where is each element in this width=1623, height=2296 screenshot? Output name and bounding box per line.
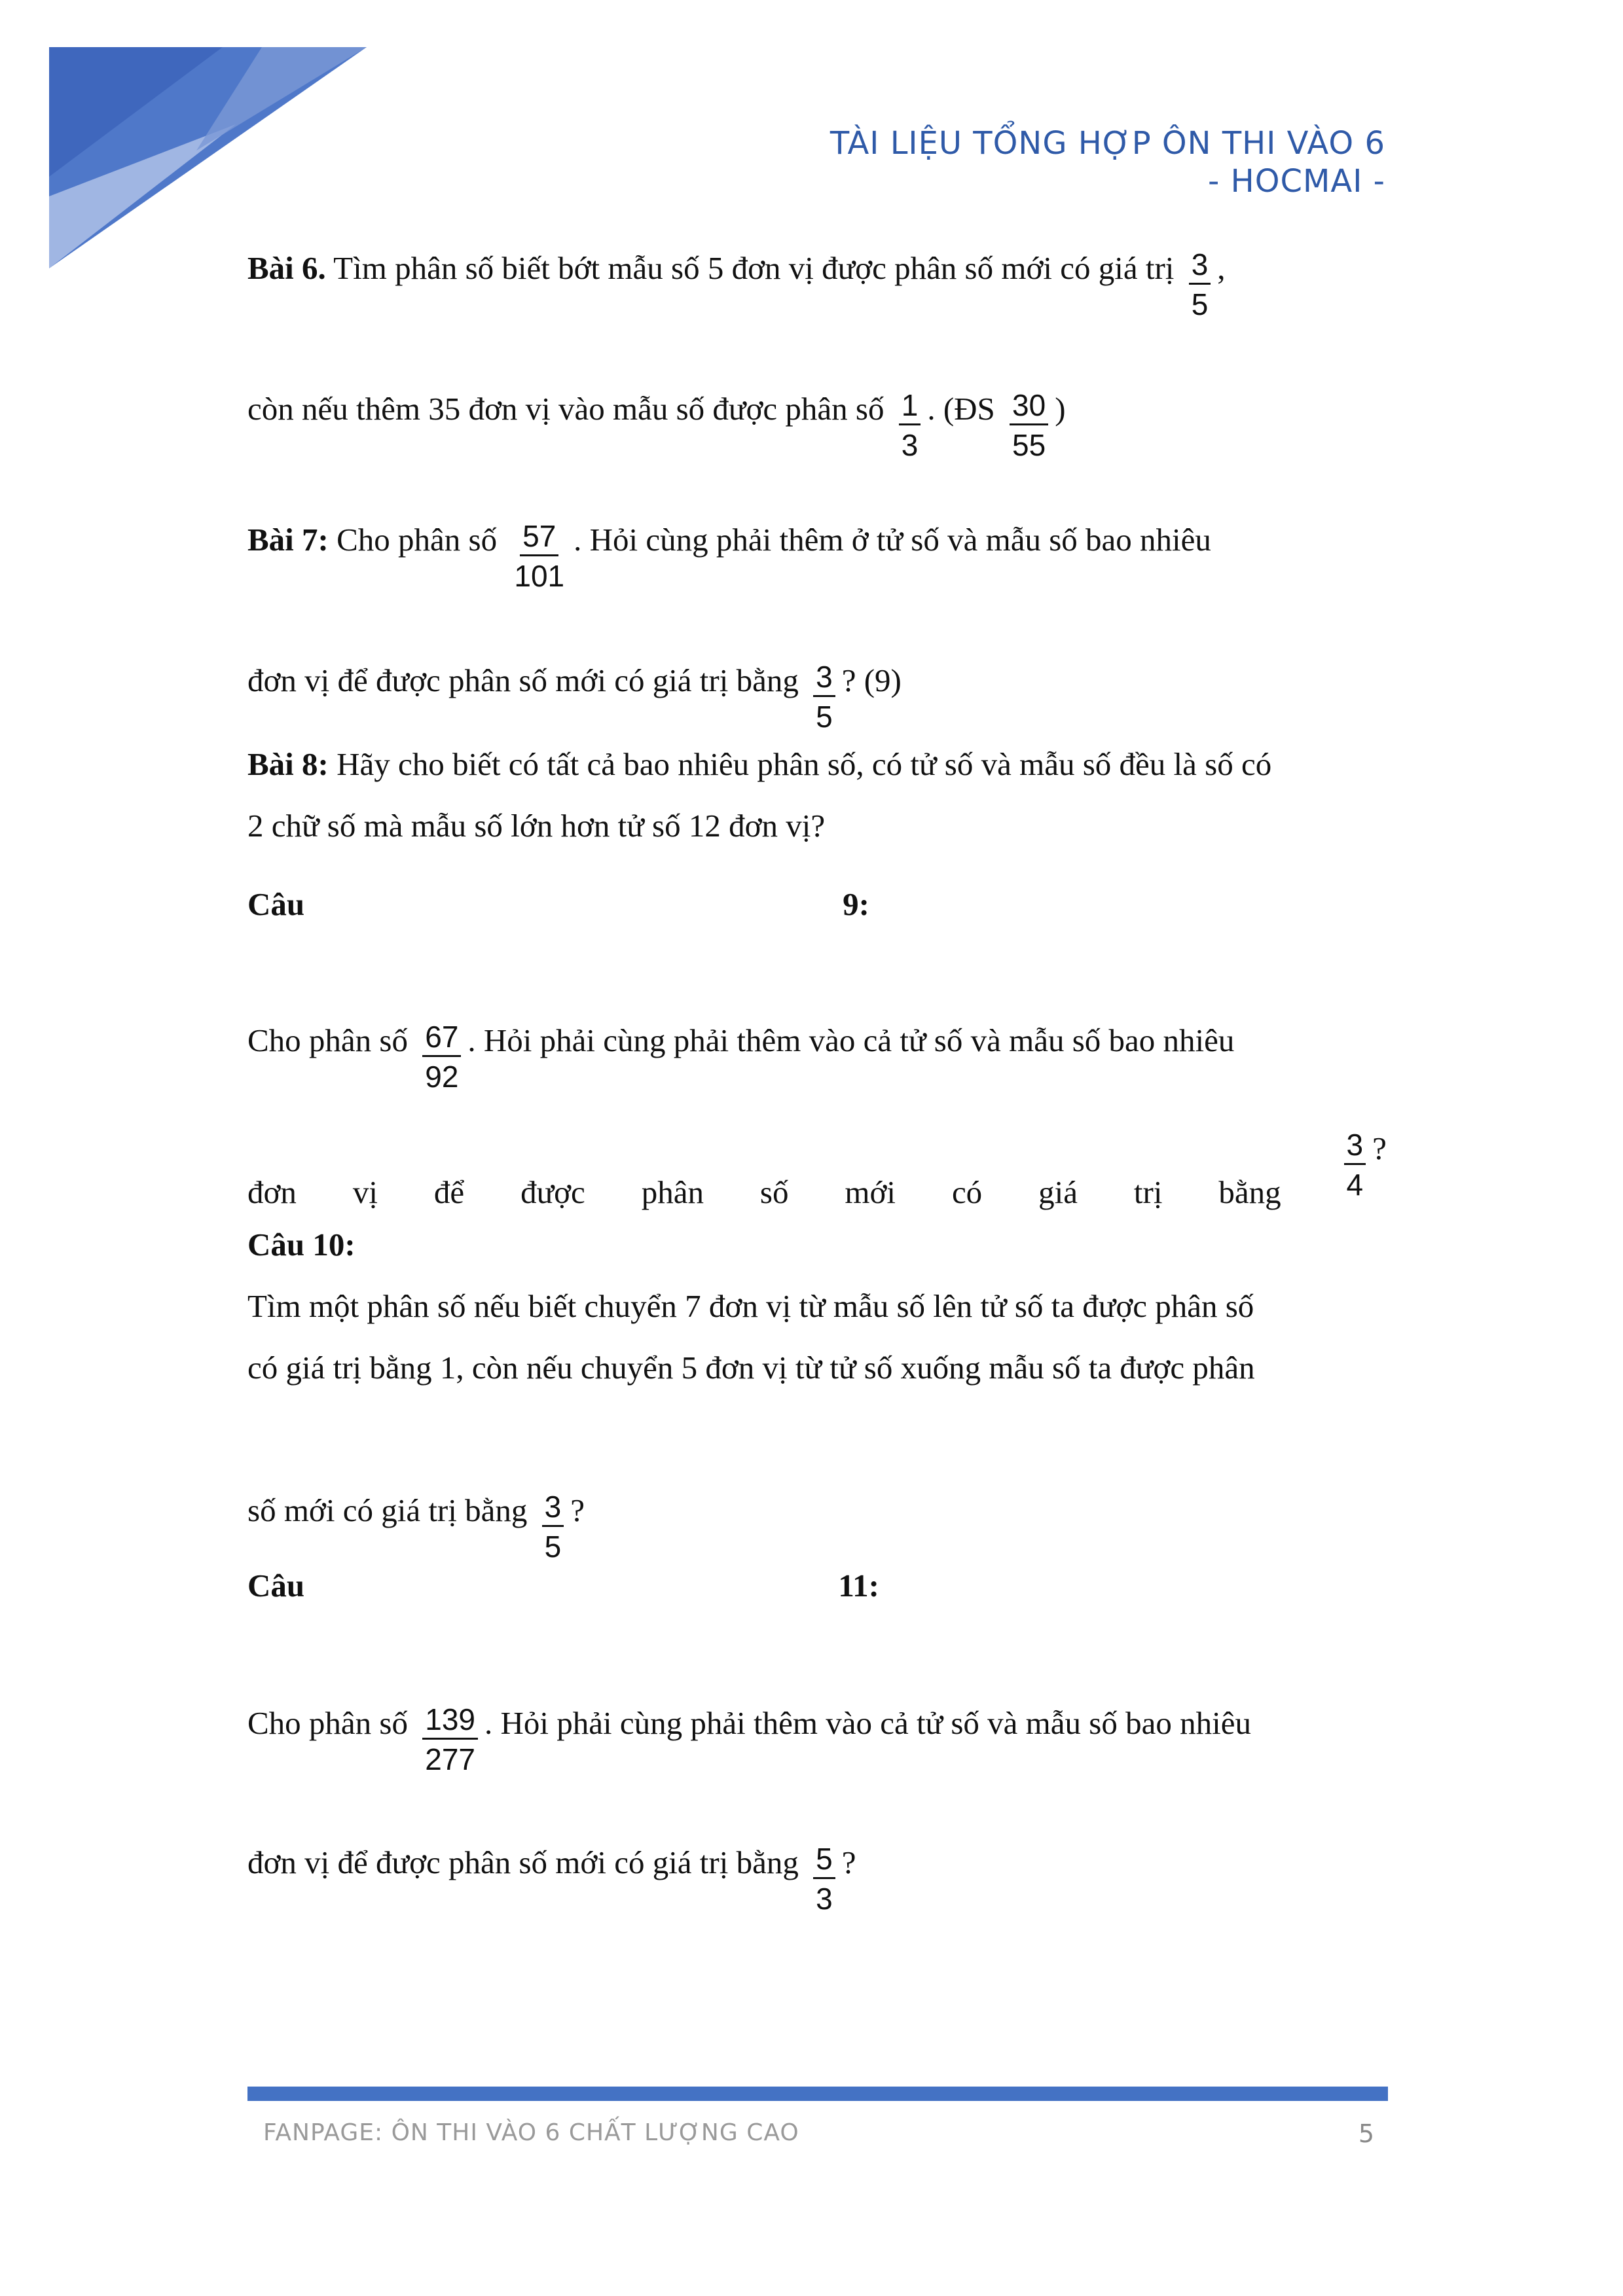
cau9-word: giá xyxy=(1038,1174,1078,1210)
fraction xyxy=(422,1704,478,1775)
cau9-heading xyxy=(247,885,869,924)
cau10-line3 xyxy=(247,1491,1387,1574)
fraction xyxy=(1189,249,1211,320)
cau10-heading xyxy=(247,1225,1387,1265)
corner-decoration xyxy=(0,0,393,275)
cau9-word: có xyxy=(951,1174,983,1210)
fraction xyxy=(899,389,921,461)
bai8-line1 xyxy=(247,745,1387,784)
question-mark: ? xyxy=(1372,1130,1387,1166)
cau11-label-word: Câu xyxy=(247,1568,305,1604)
cau9-word: bằng xyxy=(1218,1174,1281,1210)
cau9-word: vị xyxy=(352,1174,378,1210)
cau9-label-number: 9: xyxy=(843,886,869,922)
cau10-text: có giá trị bằng 1, còn nếu chuyển 5 đơn vị từ tử số xuống mẫu số ta được phân xyxy=(247,1350,1255,1386)
page-number: 5 xyxy=(1358,2119,1374,2148)
cau11-line2 xyxy=(247,1843,1387,1926)
denominator: 92 xyxy=(425,1060,459,1094)
bai8-label: Bài 8: xyxy=(247,746,329,782)
denominator: 4 xyxy=(1346,1168,1364,1202)
cau9-text: . Hỏi phải cùng phải thêm vào cả tử số và mẫu số bao nhiêu xyxy=(467,1022,1235,1058)
bai7-line2 xyxy=(247,661,1387,744)
bai6-answer-label: . (ĐS xyxy=(927,391,1004,427)
bai8-text: Hãy cho biết có tất cả bao nhiêu phân số, có tử số và mẫu số đều là số có xyxy=(328,746,1272,782)
bai6-text: còn nếu thêm 35 đơn vị vào mẫu số được phân số xyxy=(247,391,892,427)
denominator: 5 xyxy=(816,700,833,734)
numerator: 139 xyxy=(422,1704,478,1740)
comma: , xyxy=(1217,250,1226,286)
numerator: 5 xyxy=(813,1843,835,1879)
numerator: 1 xyxy=(899,389,921,425)
cau10-label: Câu 10: xyxy=(247,1227,356,1263)
header-title: TÀI LIỆU TỔNG HỢP ÔN THI VÀO 6 xyxy=(830,125,1385,162)
cau9-word: trị xyxy=(1133,1174,1163,1210)
header-subtitle: - HOCMAI - xyxy=(1208,163,1385,200)
bai6-close: ) xyxy=(1055,391,1066,427)
cau10-text: số mới có giá trị bằng xyxy=(247,1492,536,1528)
numerator: 3 xyxy=(542,1491,564,1527)
numerator: 3 xyxy=(813,661,835,697)
cau11-label-number: 11: xyxy=(838,1568,879,1604)
numerator: 67 xyxy=(422,1021,461,1057)
denominator: 5 xyxy=(1191,287,1209,321)
cau10-line2 xyxy=(247,1348,1387,1388)
fraction xyxy=(1344,1129,1366,1200)
cau11-text: đơn vị để được phân số mới có giá trị bằng xyxy=(247,1844,807,1880)
fraction xyxy=(511,520,567,592)
cau11-heading xyxy=(247,1566,879,1605)
bai7-text: Cho phân số xyxy=(328,522,505,558)
denominator: 3 xyxy=(816,1882,833,1916)
bai7-line1 xyxy=(247,520,1387,603)
cau10-line1 xyxy=(247,1287,1387,1326)
numerator: 30 xyxy=(1010,389,1048,425)
fraction xyxy=(813,1843,835,1914)
cau10-text: Tìm một phân số nếu biết chuyển 7 đơn vị từ mẫu số lên tử số ta được phân số xyxy=(247,1288,1254,1324)
bai7-text: . Hỏi cùng phải thêm ở tử số và mẫu số bao nhiêu xyxy=(574,522,1211,558)
cau9-word: đơn xyxy=(247,1174,297,1210)
bai7-answer: ? (9) xyxy=(841,662,902,698)
cau11-text: . Hỏi phải cùng phải thêm vào cả tử số và mẫu số bao nhiêu xyxy=(484,1705,1251,1741)
cau9-word: để xyxy=(433,1174,465,1210)
cau9-word: số xyxy=(759,1174,789,1210)
bai6-line2 xyxy=(247,389,1387,473)
bai8-text: 2 chữ số mà mẫu số lớn hơn tử số 12 đơn vị? xyxy=(247,808,826,844)
question-mark: ? xyxy=(570,1492,585,1528)
cau9-text: Cho phân số xyxy=(247,1022,416,1058)
denominator: 55 xyxy=(1012,428,1046,462)
cau9-word: phân xyxy=(641,1174,704,1210)
fraction xyxy=(813,661,835,732)
denominator: 5 xyxy=(544,1530,562,1564)
bai7-label: Bài 7: xyxy=(247,522,329,558)
numerator: 3 xyxy=(1344,1129,1366,1165)
bai6-line1 xyxy=(247,249,1387,332)
denominator: 3 xyxy=(901,428,919,462)
bai7-text: đơn vị để được phân số mới có giá trị bằng xyxy=(247,662,807,698)
denominator: 277 xyxy=(425,1742,475,1776)
cau11-text: Cho phân số xyxy=(247,1705,416,1741)
numerator: 57 xyxy=(520,520,558,556)
bai8-line2 xyxy=(247,806,1387,846)
bai6-label: Bài 6. xyxy=(247,250,326,286)
footer-divider xyxy=(247,2087,1388,2101)
cau9-label-word: Câu xyxy=(247,886,305,922)
document-header xyxy=(830,124,1385,200)
bai6-text: Tìm phân số biết bớt mẫu số 5 đơn vị được phân số mới có giá trị xyxy=(325,250,1182,286)
footer-text: FANPAGE: ÔN THI VÀO 6 CHẤT LƯỢNG CAO xyxy=(263,2119,799,2146)
fraction xyxy=(542,1491,564,1562)
fraction xyxy=(1010,389,1048,461)
cau9-line2 xyxy=(247,1128,1387,1212)
numerator: 3 xyxy=(1189,249,1211,285)
denominator: 101 xyxy=(514,559,565,593)
fraction xyxy=(422,1021,461,1092)
cau9-line1 xyxy=(247,1021,1387,1104)
cau9-word: được xyxy=(520,1174,585,1210)
question-mark: ? xyxy=(841,1844,856,1880)
cau9-word: mới xyxy=(845,1174,896,1210)
cau11-line1 xyxy=(247,1704,1387,1787)
